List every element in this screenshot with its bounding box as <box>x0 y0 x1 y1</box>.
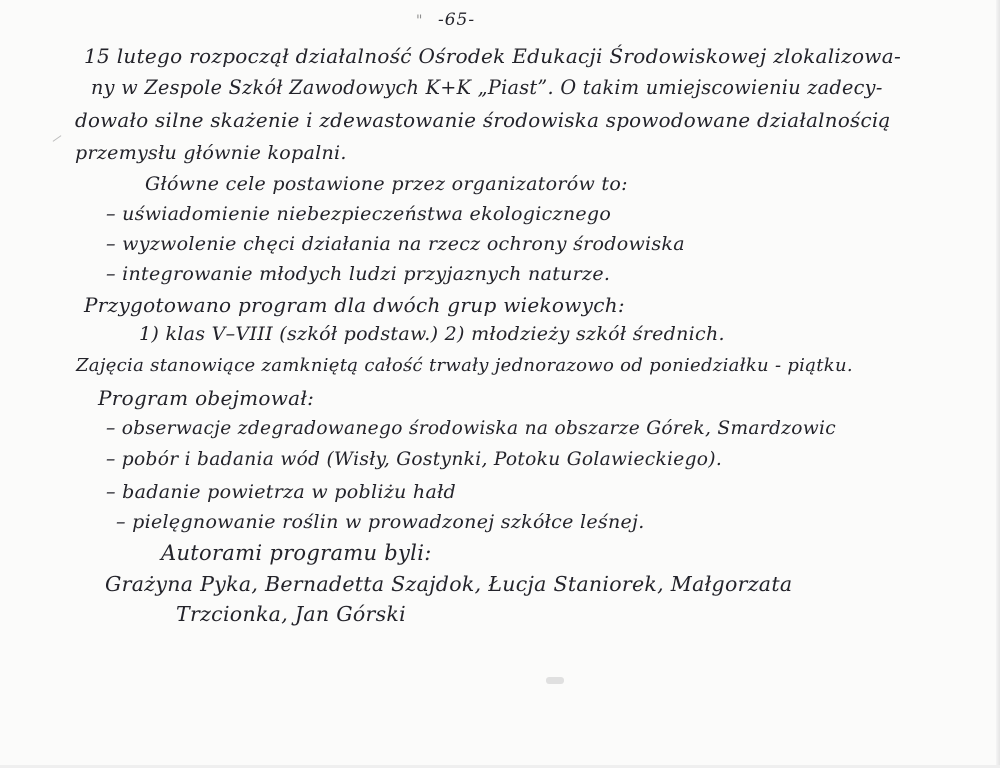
objectives-heading: Główne cele postawione przez organizatorów to: <box>145 173 628 195</box>
program-item-2: – pobór i badania wód (Wisły, Gostynki, Potoku Golawieckiego). <box>106 449 723 470</box>
document-line-1-text: 15 lutego rozpoczął działalność Ośrodek Edukacji Środowiskowej zlokalizowa- <box>84 44 902 68</box>
scan-right-shadow <box>996 0 1000 768</box>
objective-3: – integrowanie młodych ludzi przyjaznych naturze. <box>106 263 611 285</box>
program-item-3: – badanie powietrza w pobliżu hałd <box>106 481 456 503</box>
authors-list-line-1: Grażyna Pyka, Bernadetta Szajdok, Łucja Staniorek, Małgorzata <box>105 572 793 596</box>
program-item-4: – pielęgnowanie roślin w prowadzonej szkółce leśnej. <box>116 511 645 533</box>
page-top-tick: " <box>416 13 423 29</box>
document-line-3: dowało silne skażenie i zdewastowanie środowiska spowodowane działalnością <box>75 109 891 132</box>
document-line-2: ny w Zespole Szkół Zawodowych K+K „Piast”. O takim umiejscowieniu zadecy- <box>91 76 883 99</box>
margin-pencil-mark <box>53 135 62 142</box>
age-groups-line: 1) klas V–VIII (szkół podstaw.) 2) młodzieży szkół średnich. <box>139 323 725 345</box>
authors-heading: Autorami programu byli: <box>161 541 432 565</box>
page-number: -65- <box>438 10 476 30</box>
classes-duration-line: Zajęcia stanowiące zamkniętą całość trwały jednorazowo od poniedziałku - piątku. <box>76 355 853 376</box>
authors-list-line-2: Trzcionka, Jan Górski <box>176 602 407 626</box>
document-line-1 <box>84 45 901 67</box>
program-content-heading: Program obejmował: <box>98 386 315 410</box>
document-line-4: przemysłu głównie kopalni. <box>75 142 347 164</box>
objective-2: – wyzwolenie chęci działania na rzecz ochrony środowiska <box>106 233 685 255</box>
program-item-1: – obserwacje zdegradowanego środowiska na obszarze Górek, Smardzowic <box>106 418 836 439</box>
objective-1: – uświadomienie niebezpieczeństwa ekologicznego <box>106 203 612 225</box>
program-groups-line: Przygotowano program dla dwóch grup wiekowych: <box>84 293 625 317</box>
ink-smudge <box>546 677 564 684</box>
